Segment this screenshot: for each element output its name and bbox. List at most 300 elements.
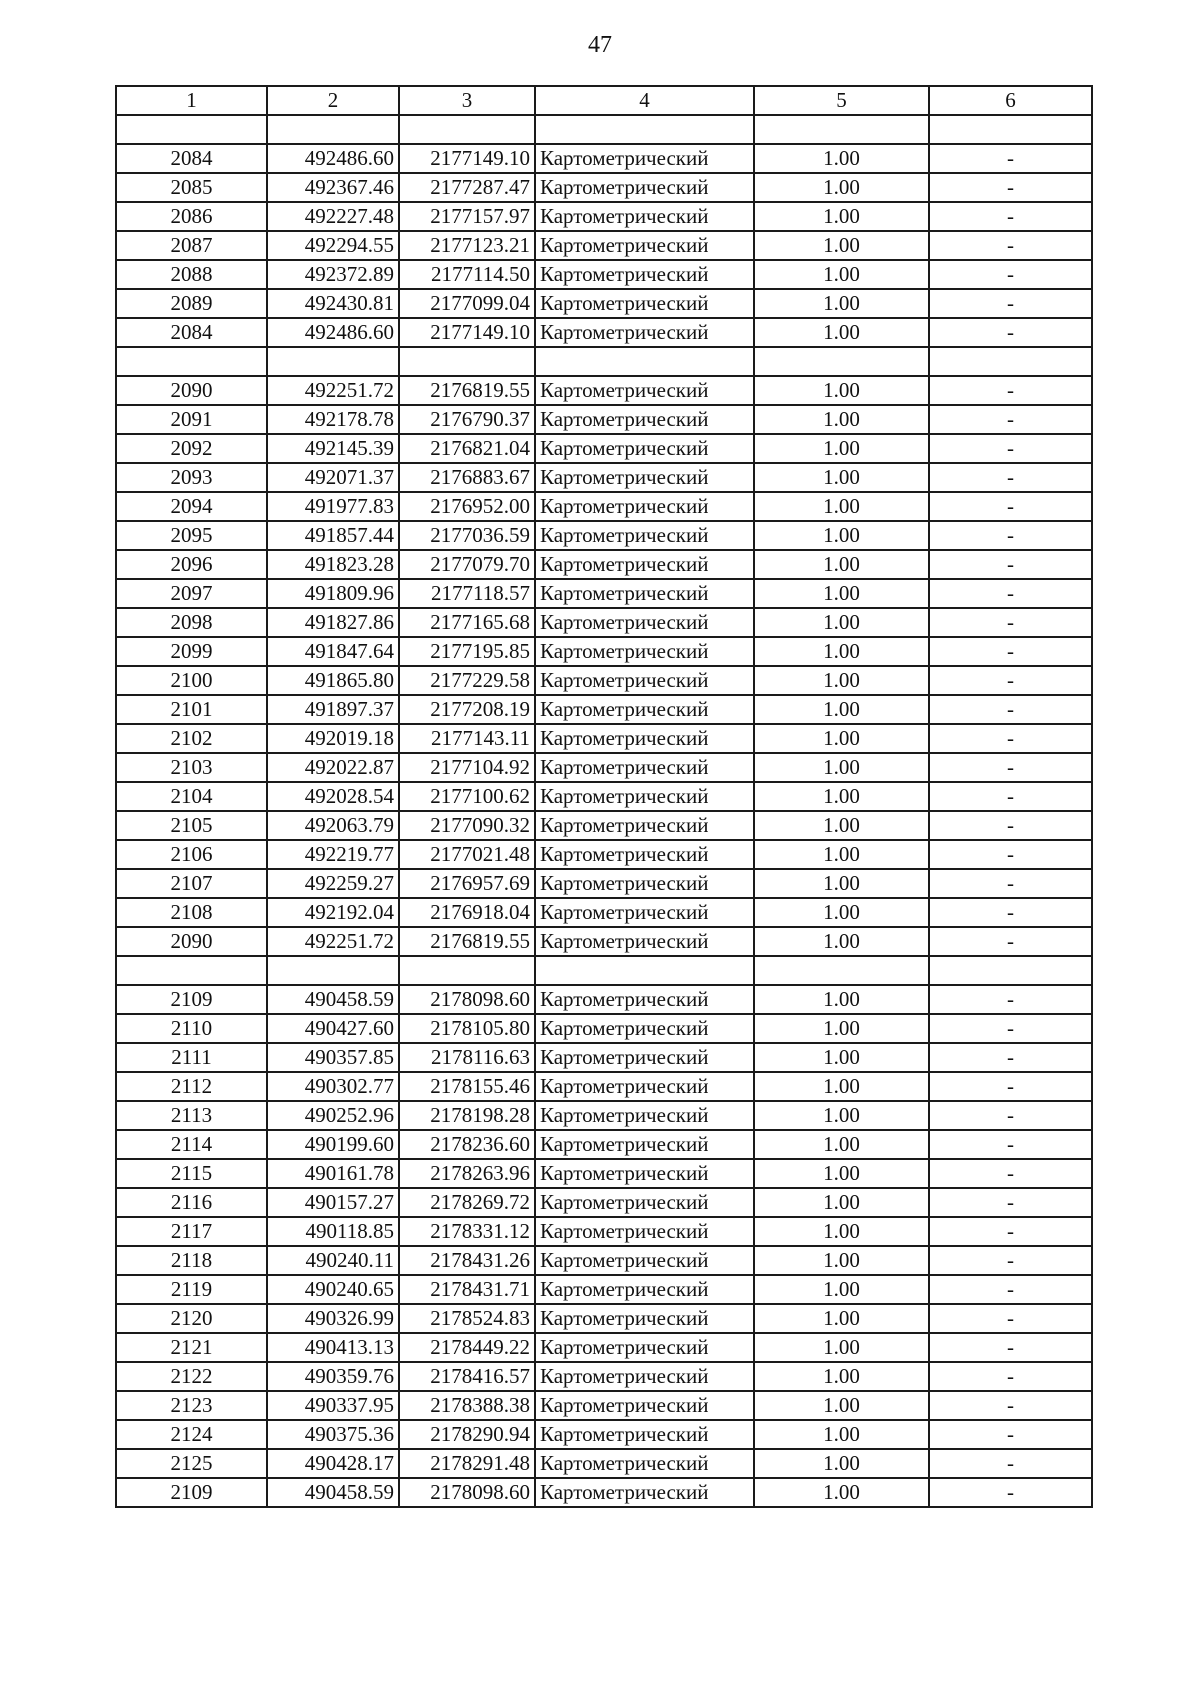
header-col-6: 6	[929, 86, 1092, 115]
point-number-cell: 2085	[116, 173, 267, 202]
method-cell: Картометрический	[535, 550, 754, 579]
accuracy-cell: 1.00	[754, 144, 929, 173]
accuracy-cell: 1.00	[754, 1130, 929, 1159]
accuracy-cell: 1.00	[754, 666, 929, 695]
accuracy-cell: 1.00	[754, 1275, 929, 1304]
header-col-2: 2	[267, 86, 399, 115]
y-coordinate-cell: 2177099.04	[399, 289, 535, 318]
y-coordinate-cell: 2177149.10	[399, 318, 535, 347]
method-cell: Картометрический	[535, 376, 754, 405]
point-number-cell: 2116	[116, 1188, 267, 1217]
accuracy-cell: 1.00	[754, 521, 929, 550]
point-number-cell: 2121	[116, 1333, 267, 1362]
note-cell: -	[929, 782, 1092, 811]
accuracy-cell: 1.00	[754, 1159, 929, 1188]
accuracy-cell: 1.00	[754, 811, 929, 840]
accuracy-cell: 1.00	[754, 927, 929, 956]
table-row	[116, 202, 1092, 231]
x-coordinate-cell: 492192.04	[267, 898, 399, 927]
header-col-3: 3	[399, 86, 535, 115]
method-cell: Картометрический	[535, 492, 754, 521]
separator-row	[116, 115, 1092, 144]
table-row	[116, 1188, 1092, 1217]
y-coordinate-cell: 2178116.63	[399, 1043, 535, 1072]
x-coordinate-cell: 490302.77	[267, 1072, 399, 1101]
x-coordinate-cell: 491847.64	[267, 637, 399, 666]
table-row	[116, 985, 1092, 1014]
note-cell: -	[929, 1188, 1092, 1217]
x-coordinate-cell: 490427.60	[267, 1014, 399, 1043]
point-number-cell: 2110	[116, 1014, 267, 1043]
point-number-cell: 2109	[116, 985, 267, 1014]
method-cell: Картометрический	[535, 260, 754, 289]
table-row	[116, 231, 1092, 260]
table-header	[116, 86, 1092, 115]
table-row	[116, 1217, 1092, 1246]
separator-row	[116, 347, 1092, 376]
x-coordinate-cell: 492367.46	[267, 173, 399, 202]
note-cell: -	[929, 637, 1092, 666]
point-number-cell: 2096	[116, 550, 267, 579]
x-coordinate-cell: 491827.86	[267, 608, 399, 637]
method-cell: Картометрический	[535, 289, 754, 318]
point-number-cell: 2104	[116, 782, 267, 811]
accuracy-cell: 1.00	[754, 1449, 929, 1478]
accuracy-cell: 1.00	[754, 782, 929, 811]
point-number-cell: 2100	[116, 666, 267, 695]
note-cell: -	[929, 550, 1092, 579]
accuracy-cell: 1.00	[754, 173, 929, 202]
empty-cell	[399, 956, 535, 985]
table-row	[116, 173, 1092, 202]
header-col-5: 5	[754, 86, 929, 115]
empty-cell	[116, 956, 267, 985]
y-coordinate-cell: 2178416.57	[399, 1362, 535, 1391]
note-cell: -	[929, 144, 1092, 173]
note-cell: -	[929, 579, 1092, 608]
accuracy-cell: 1.00	[754, 550, 929, 579]
method-cell: Картометрический	[535, 898, 754, 927]
note-cell: -	[929, 898, 1092, 927]
table-row	[116, 318, 1092, 347]
point-number-cell: 2111	[116, 1043, 267, 1072]
point-number-cell: 2115	[116, 1159, 267, 1188]
note-cell: -	[929, 260, 1092, 289]
x-coordinate-cell: 492063.79	[267, 811, 399, 840]
note-cell: -	[929, 318, 1092, 347]
y-coordinate-cell: 2177036.59	[399, 521, 535, 550]
y-coordinate-cell: 2177114.50	[399, 260, 535, 289]
method-cell: Картометрический	[535, 318, 754, 347]
table-row	[116, 1449, 1092, 1478]
empty-cell	[535, 347, 754, 376]
method-cell: Картометрический	[535, 1478, 754, 1507]
note-cell: -	[929, 666, 1092, 695]
method-cell: Картометрический	[535, 173, 754, 202]
x-coordinate-cell: 490326.99	[267, 1304, 399, 1333]
note-cell: -	[929, 1449, 1092, 1478]
method-cell: Картометрический	[535, 637, 754, 666]
y-coordinate-cell: 2178524.83	[399, 1304, 535, 1333]
point-number-cell: 2090	[116, 927, 267, 956]
table-row	[116, 1362, 1092, 1391]
table-row	[116, 405, 1092, 434]
y-coordinate-cell: 2178198.28	[399, 1101, 535, 1130]
table-row	[116, 492, 1092, 521]
point-number-cell: 2084	[116, 144, 267, 173]
x-coordinate-cell: 492145.39	[267, 434, 399, 463]
accuracy-cell: 1.00	[754, 1043, 929, 1072]
note-cell: -	[929, 231, 1092, 260]
accuracy-cell: 1.00	[754, 840, 929, 869]
point-number-cell: 2090	[116, 376, 267, 405]
accuracy-cell: 1.00	[754, 608, 929, 637]
method-cell: Картометрический	[535, 811, 754, 840]
x-coordinate-cell: 490161.78	[267, 1159, 399, 1188]
table-row	[116, 463, 1092, 492]
accuracy-cell: 1.00	[754, 1420, 929, 1449]
point-number-cell: 2084	[116, 318, 267, 347]
x-coordinate-cell: 492178.78	[267, 405, 399, 434]
point-number-cell: 2124	[116, 1420, 267, 1449]
method-cell: Картометрический	[535, 202, 754, 231]
accuracy-cell: 1.00	[754, 289, 929, 318]
method-cell: Картометрический	[535, 521, 754, 550]
x-coordinate-cell: 491865.80	[267, 666, 399, 695]
table-row	[116, 724, 1092, 753]
accuracy-cell: 1.00	[754, 1362, 929, 1391]
accuracy-cell: 1.00	[754, 1391, 929, 1420]
note-cell: -	[929, 1391, 1092, 1420]
empty-cell	[267, 115, 399, 144]
note-cell: -	[929, 1275, 1092, 1304]
x-coordinate-cell: 492022.87	[267, 753, 399, 782]
table-row	[116, 782, 1092, 811]
empty-cell	[535, 956, 754, 985]
point-number-cell: 2105	[116, 811, 267, 840]
table-row	[116, 434, 1092, 463]
method-cell: Картометрический	[535, 1362, 754, 1391]
accuracy-cell: 1.00	[754, 1188, 929, 1217]
y-coordinate-cell: 2177090.32	[399, 811, 535, 840]
y-coordinate-cell: 2176918.04	[399, 898, 535, 927]
note-cell: -	[929, 695, 1092, 724]
note-cell: -	[929, 1478, 1092, 1507]
x-coordinate-cell: 490359.76	[267, 1362, 399, 1391]
accuracy-cell: 1.00	[754, 579, 929, 608]
accuracy-cell: 1.00	[754, 231, 929, 260]
point-number-cell: 2123	[116, 1391, 267, 1420]
method-cell: Картометрический	[535, 1449, 754, 1478]
y-coordinate-cell: 2177165.68	[399, 608, 535, 637]
method-cell: Картометрический	[535, 840, 754, 869]
note-cell: -	[929, 376, 1092, 405]
note-cell: -	[929, 927, 1092, 956]
table-row	[116, 1043, 1092, 1072]
method-cell: Картометрический	[535, 1159, 754, 1188]
accuracy-cell: 1.00	[754, 1478, 929, 1507]
empty-cell	[929, 115, 1092, 144]
table-row	[116, 840, 1092, 869]
y-coordinate-cell: 2176821.04	[399, 434, 535, 463]
y-coordinate-cell: 2177287.47	[399, 173, 535, 202]
point-number-cell: 2091	[116, 405, 267, 434]
empty-cell	[929, 956, 1092, 985]
table-row	[116, 521, 1092, 550]
table-row	[116, 1072, 1092, 1101]
method-cell: Картометрический	[535, 724, 754, 753]
x-coordinate-cell: 490375.36	[267, 1420, 399, 1449]
y-coordinate-cell: 2177157.97	[399, 202, 535, 231]
method-cell: Картометрический	[535, 579, 754, 608]
y-coordinate-cell: 2178431.26	[399, 1246, 535, 1275]
method-cell: Картометрический	[535, 1188, 754, 1217]
accuracy-cell: 1.00	[754, 260, 929, 289]
empty-cell	[116, 347, 267, 376]
method-cell: Картометрический	[535, 608, 754, 637]
y-coordinate-cell: 2176957.69	[399, 869, 535, 898]
table-row	[116, 1014, 1092, 1043]
table-row	[116, 1275, 1092, 1304]
note-cell: -	[929, 202, 1092, 231]
y-coordinate-cell: 2177195.85	[399, 637, 535, 666]
accuracy-cell: 1.00	[754, 202, 929, 231]
note-cell: -	[929, 1246, 1092, 1275]
method-cell: Картометрический	[535, 144, 754, 173]
x-coordinate-cell: 492294.55	[267, 231, 399, 260]
x-coordinate-cell: 492219.77	[267, 840, 399, 869]
table-row	[116, 289, 1092, 318]
x-coordinate-cell: 492486.60	[267, 144, 399, 173]
y-coordinate-cell: 2176819.55	[399, 376, 535, 405]
note-cell: -	[929, 173, 1092, 202]
table-row	[116, 811, 1092, 840]
x-coordinate-cell: 492486.60	[267, 318, 399, 347]
method-cell: Картометрический	[535, 869, 754, 898]
y-coordinate-cell: 2178290.94	[399, 1420, 535, 1449]
note-cell: -	[929, 1333, 1092, 1362]
x-coordinate-cell: 492227.48	[267, 202, 399, 231]
method-cell: Картометрический	[535, 1333, 754, 1362]
accuracy-cell: 1.00	[754, 1246, 929, 1275]
table-row	[116, 753, 1092, 782]
table-row	[116, 1246, 1092, 1275]
accuracy-cell: 1.00	[754, 1217, 929, 1246]
method-cell: Картометрический	[535, 1275, 754, 1304]
accuracy-cell: 1.00	[754, 898, 929, 927]
y-coordinate-cell: 2178269.72	[399, 1188, 535, 1217]
method-cell: Картометрический	[535, 985, 754, 1014]
accuracy-cell: 1.00	[754, 376, 929, 405]
header-col-1: 1	[116, 86, 267, 115]
y-coordinate-cell: 2177149.10	[399, 144, 535, 173]
y-coordinate-cell: 2177229.58	[399, 666, 535, 695]
method-cell: Картометрический	[535, 1101, 754, 1130]
point-number-cell: 2098	[116, 608, 267, 637]
accuracy-cell: 1.00	[754, 1333, 929, 1362]
empty-cell	[116, 115, 267, 144]
point-number-cell: 2108	[116, 898, 267, 927]
note-cell: -	[929, 985, 1092, 1014]
x-coordinate-cell: 491977.83	[267, 492, 399, 521]
method-cell: Картометрический	[535, 1014, 754, 1043]
table-row	[116, 260, 1092, 289]
method-cell: Картометрический	[535, 1072, 754, 1101]
note-cell: -	[929, 1304, 1092, 1333]
y-coordinate-cell: 2177104.92	[399, 753, 535, 782]
accuracy-cell: 1.00	[754, 1014, 929, 1043]
note-cell: -	[929, 463, 1092, 492]
table-row	[116, 1478, 1092, 1507]
method-cell: Картометрический	[535, 231, 754, 260]
method-cell: Картометрический	[535, 1130, 754, 1159]
point-number-cell: 2086	[116, 202, 267, 231]
empty-cell	[399, 115, 535, 144]
note-cell: -	[929, 1217, 1092, 1246]
note-cell: -	[929, 869, 1092, 898]
table-row	[116, 550, 1092, 579]
method-cell: Картометрический	[535, 1304, 754, 1333]
y-coordinate-cell: 2176790.37	[399, 405, 535, 434]
accuracy-cell: 1.00	[754, 637, 929, 666]
header-row	[116, 86, 1092, 115]
note-cell: -	[929, 1159, 1092, 1188]
method-cell: Картометрический	[535, 405, 754, 434]
y-coordinate-cell: 2178388.38	[399, 1391, 535, 1420]
note-cell: -	[929, 1362, 1092, 1391]
separator-row	[116, 956, 1092, 985]
point-number-cell: 2120	[116, 1304, 267, 1333]
accuracy-cell: 1.00	[754, 869, 929, 898]
x-coordinate-cell: 492071.37	[267, 463, 399, 492]
point-number-cell: 2097	[116, 579, 267, 608]
y-coordinate-cell: 2178291.48	[399, 1449, 535, 1478]
point-number-cell: 2113	[116, 1101, 267, 1130]
accuracy-cell: 1.00	[754, 753, 929, 782]
table-row	[116, 579, 1092, 608]
y-coordinate-cell: 2177208.19	[399, 695, 535, 724]
y-coordinate-cell: 2177143.11	[399, 724, 535, 753]
empty-cell	[754, 956, 929, 985]
point-number-cell: 2089	[116, 289, 267, 318]
x-coordinate-cell: 492430.81	[267, 289, 399, 318]
note-cell: -	[929, 434, 1092, 463]
method-cell: Картометрический	[535, 666, 754, 695]
point-number-cell: 2102	[116, 724, 267, 753]
accuracy-cell: 1.00	[754, 724, 929, 753]
table-row	[116, 695, 1092, 724]
method-cell: Картометрический	[535, 782, 754, 811]
note-cell: -	[929, 1072, 1092, 1101]
table-row	[116, 1130, 1092, 1159]
method-cell: Картометрический	[535, 1217, 754, 1246]
empty-cell	[267, 347, 399, 376]
table-body	[116, 115, 1092, 1507]
y-coordinate-cell: 2176883.67	[399, 463, 535, 492]
note-cell: -	[929, 753, 1092, 782]
table-row	[116, 376, 1092, 405]
note-cell: -	[929, 492, 1092, 521]
y-coordinate-cell: 2177100.62	[399, 782, 535, 811]
method-cell: Картометрический	[535, 463, 754, 492]
y-coordinate-cell: 2177118.57	[399, 579, 535, 608]
table-row	[116, 1101, 1092, 1130]
point-number-cell: 2087	[116, 231, 267, 260]
point-number-cell: 2099	[116, 637, 267, 666]
x-coordinate-cell: 492028.54	[267, 782, 399, 811]
accuracy-cell: 1.00	[754, 318, 929, 347]
empty-cell	[535, 115, 754, 144]
x-coordinate-cell: 492259.27	[267, 869, 399, 898]
y-coordinate-cell: 2176952.00	[399, 492, 535, 521]
table-row	[116, 144, 1092, 173]
accuracy-cell: 1.00	[754, 434, 929, 463]
y-coordinate-cell: 2178105.80	[399, 1014, 535, 1043]
x-coordinate-cell: 492251.72	[267, 927, 399, 956]
y-coordinate-cell: 2178236.60	[399, 1130, 535, 1159]
note-cell: -	[929, 405, 1092, 434]
note-cell: -	[929, 840, 1092, 869]
accuracy-cell: 1.00	[754, 985, 929, 1014]
y-coordinate-cell: 2176819.55	[399, 927, 535, 956]
table-row	[116, 1420, 1092, 1449]
table-row	[116, 1333, 1092, 1362]
y-coordinate-cell: 2178155.46	[399, 1072, 535, 1101]
empty-cell	[754, 115, 929, 144]
point-number-cell: 2095	[116, 521, 267, 550]
point-number-cell: 2106	[116, 840, 267, 869]
x-coordinate-cell: 491809.96	[267, 579, 399, 608]
method-cell: Картометрический	[535, 1043, 754, 1072]
x-coordinate-cell: 491857.44	[267, 521, 399, 550]
note-cell: -	[929, 1014, 1092, 1043]
point-number-cell: 2112	[116, 1072, 267, 1101]
y-coordinate-cell: 2178449.22	[399, 1333, 535, 1362]
table-row	[116, 927, 1092, 956]
point-number-cell: 2114	[116, 1130, 267, 1159]
table-row	[116, 637, 1092, 666]
x-coordinate-cell: 490199.60	[267, 1130, 399, 1159]
point-number-cell: 2092	[116, 434, 267, 463]
table-row	[116, 869, 1092, 898]
note-cell: -	[929, 1420, 1092, 1449]
point-number-cell: 2094	[116, 492, 267, 521]
point-number-cell: 2117	[116, 1217, 267, 1246]
method-cell: Картометрический	[535, 1391, 754, 1420]
x-coordinate-cell: 491897.37	[267, 695, 399, 724]
point-number-cell: 2109	[116, 1478, 267, 1507]
note-cell: -	[929, 1130, 1092, 1159]
method-cell: Картометрический	[535, 1246, 754, 1275]
point-number-cell: 2093	[116, 463, 267, 492]
point-number-cell: 2119	[116, 1275, 267, 1304]
y-coordinate-cell: 2178098.60	[399, 985, 535, 1014]
empty-cell	[754, 347, 929, 376]
accuracy-cell: 1.00	[754, 1304, 929, 1333]
method-cell: Картометрический	[535, 927, 754, 956]
accuracy-cell: 1.00	[754, 492, 929, 521]
y-coordinate-cell: 2178263.96	[399, 1159, 535, 1188]
page-number: 47	[588, 32, 612, 58]
x-coordinate-cell: 491823.28	[267, 550, 399, 579]
x-coordinate-cell: 492019.18	[267, 724, 399, 753]
y-coordinate-cell: 2177021.48	[399, 840, 535, 869]
y-coordinate-cell: 2178098.60	[399, 1478, 535, 1507]
point-number-cell: 2107	[116, 869, 267, 898]
x-coordinate-cell: 490240.11	[267, 1246, 399, 1275]
note-cell: -	[929, 1043, 1092, 1072]
x-coordinate-cell: 490252.96	[267, 1101, 399, 1130]
